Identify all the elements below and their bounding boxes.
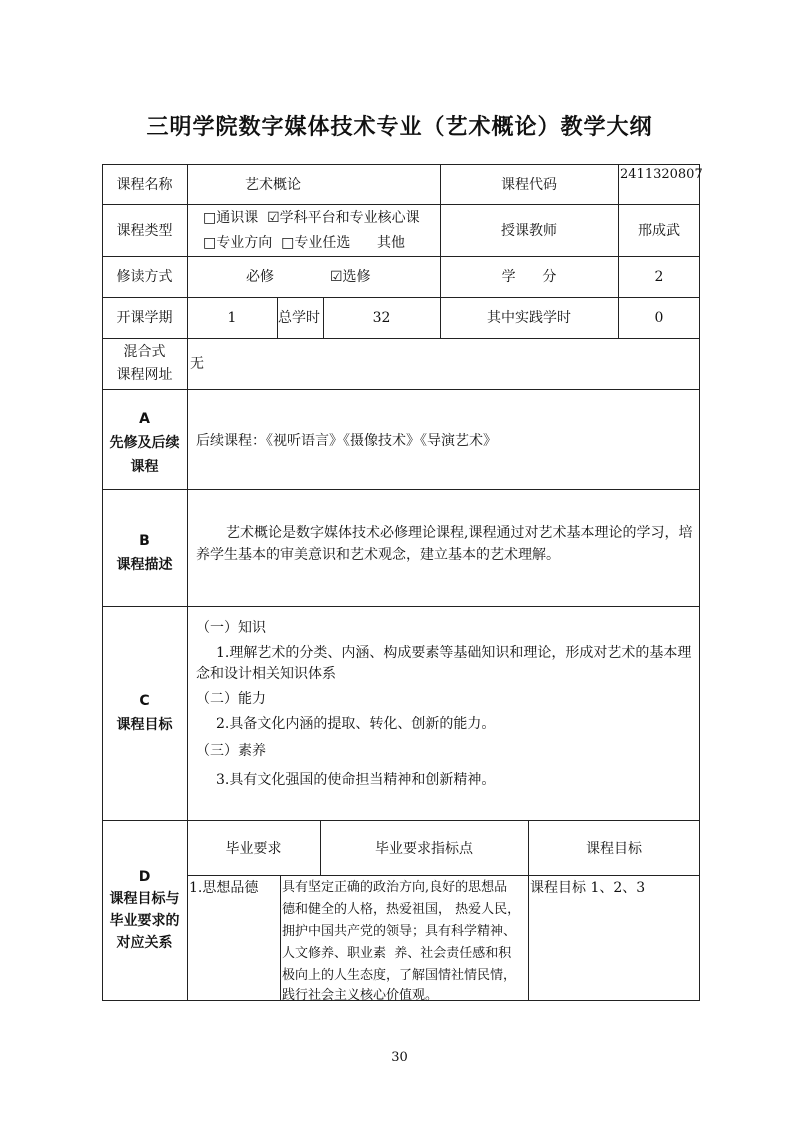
requirement-cell: 1.思想品德 <box>189 880 259 896</box>
required-option: 必修 <box>246 269 274 285</box>
course-url-label-1: 混合式 <box>123 344 166 360</box>
section-a-label-2: 课程 <box>130 459 159 475</box>
graduation-requirement-header: 毕业要求 <box>225 841 282 857</box>
course-goal-cell: 课程目标 1、2、3 <box>530 880 646 896</box>
hours-value: 32 <box>372 310 391 326</box>
row-divider <box>102 338 700 339</box>
section-d-letter: D <box>138 869 151 885</box>
section-d-label-1: 课程目标与 <box>109 891 180 907</box>
indicator-line: 拥护中国共产党的领导；具有科学精神、 <box>282 924 517 939</box>
course-type-line2: □专业方向 □专业任选 其他 <box>203 235 406 251</box>
section-b-line2: 养学生基本的审美意识和艺术观念，建立基本的艺术理解。 <box>196 547 560 563</box>
course-name-value: 艺术概论 <box>245 177 301 193</box>
row-divider <box>102 389 700 390</box>
indicator-line: 践行社会主义核心价值观。 <box>282 988 439 1003</box>
row-divider <box>102 489 700 490</box>
column-divider <box>187 164 188 1001</box>
practice-hours-value: 0 <box>654 310 664 326</box>
row-divider <box>102 256 700 257</box>
indicator-line: 极向上的人生态度，了解国情社情民情， <box>282 968 517 983</box>
page-number: 30 <box>391 1050 408 1065</box>
knowledge-line1: 1.理解艺术的分类、内涵、构成要素等基础知识和理论，形成对艺术的基本理 <box>216 645 692 661</box>
course-type-line1: □通识课 ☑学科平台和专业核心课 <box>203 210 420 226</box>
teacher-label: 授课教师 <box>501 223 557 239</box>
knowledge-heading: （一）知识 <box>196 620 266 636</box>
course-type-label: 课程类型 <box>116 223 173 239</box>
course-name-label: 课程名称 <box>116 177 173 193</box>
course-goal-header: 课程目标 <box>586 841 642 857</box>
row-divider <box>187 875 700 876</box>
indicator-line: 具有坚定正确的政治方向,良好的思想品 <box>282 880 508 895</box>
ability-heading: （二）能力 <box>196 691 266 707</box>
elective-option: ☑选修 <box>330 269 371 285</box>
row-divider <box>102 820 700 821</box>
ability-line: 2.具备文化内涵的提取、转化、创新的能力。 <box>216 716 496 732</box>
section-d-label-2: 毕业要求的 <box>109 913 180 929</box>
section-b-label: 课程描述 <box>116 557 173 573</box>
teacher-value: 邢成武 <box>638 223 680 239</box>
course-code-value: 2411320807 <box>620 167 703 182</box>
section-c-letter: C <box>139 693 150 709</box>
page-title: 三明学院数字媒体技术专业（艺术概论）教学大纲 <box>146 115 653 140</box>
course-url-value: 无 <box>190 356 204 372</box>
study-mode-label: 修读方式 <box>116 269 173 285</box>
section-c-label: 课程目标 <box>116 717 173 733</box>
section-a-letter: A <box>139 411 150 427</box>
section-a-label-1: 先修及后续 <box>109 435 180 451</box>
row-divider <box>102 297 700 298</box>
credit-value: 2 <box>654 269 664 285</box>
course-code-label: 课程代码 <box>501 177 557 193</box>
quality-heading: （三）素养 <box>196 743 266 759</box>
semester-value: 1 <box>227 310 237 326</box>
practice-hours-label: 其中实践学时 <box>487 310 571 326</box>
indicator-header: 毕业要求指标点 <box>375 841 473 857</box>
indicator-line: 德和健全的人格，热爱祖国， 热爱人民， <box>282 902 521 917</box>
knowledge-line2: 念和设计相关知识体系 <box>196 666 336 682</box>
row-divider <box>102 204 700 205</box>
section-a-content: 后续课程：《视听语言》《摄像技术》《导演艺术》 <box>196 433 497 449</box>
quality-line: 3.具有文化强国的使命担当精神和创新精神。 <box>216 772 496 788</box>
row-divider <box>102 606 700 607</box>
hours-label: 总学时 <box>278 310 320 326</box>
section-b-line1: 艺术概论是数字媒体技术必修理论课程,课程通过对艺术基本理论的学习，培 <box>226 525 693 541</box>
column-divider <box>280 875 281 1001</box>
semester-label: 开课学期 <box>116 310 173 326</box>
indicator-line: 人文修养、职业素 养、社会责任感和积 <box>282 946 512 961</box>
credit-label: 学 分 <box>501 269 557 285</box>
section-d-label-3: 对应关系 <box>116 935 173 951</box>
section-b-letter: B <box>139 533 150 549</box>
course-url-label-2: 课程网址 <box>116 367 173 383</box>
